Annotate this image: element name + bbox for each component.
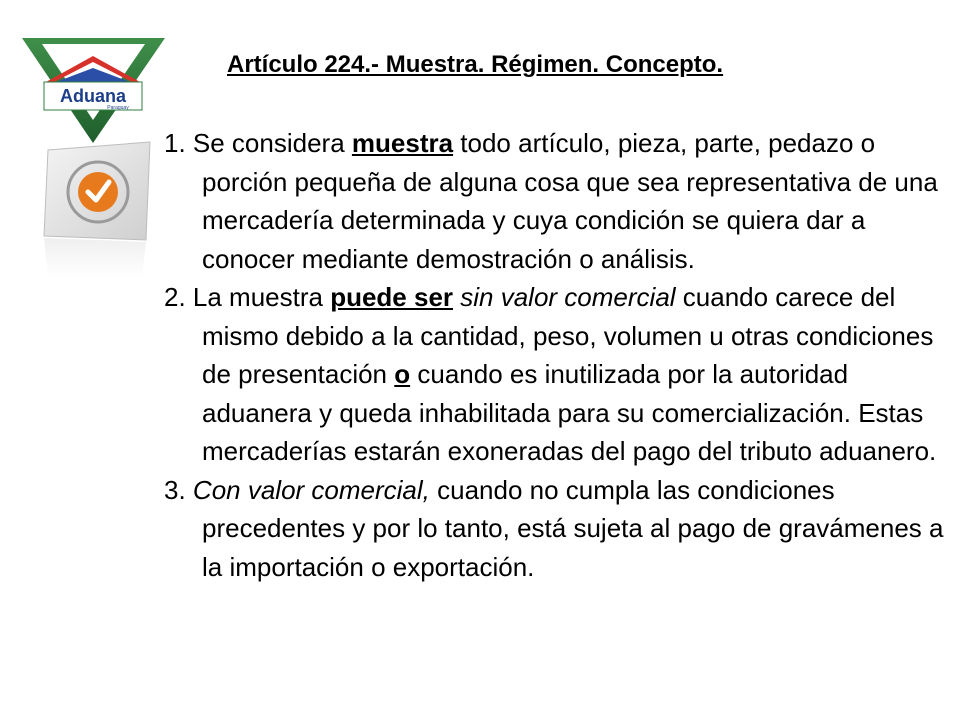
certification-badge [38, 120, 153, 280]
paragraph-2: 2. La muestra puede ser sin valor comercial cuando carece del mismo debido a la cantidad, peso, volumen u otras condiciones de presentación o cuando es inutilizada por la autoridad aduanera y queda inhabilitada para su comercialización. Estas mercaderías estarán exoneradas del pago del tributo aduanero. [164, 282, 937, 466]
paragraph-3: 3. Con valor comercial, cuando no cumpla las condiciones precedentes y por lo tanto, está sujeta al pago de gravámenes a la importación o exportación. [164, 474, 944, 582]
article-title: Artículo 224.- Muestra. Régimen. Concepto. [227, 51, 724, 78]
term-con-valor-comercial: Con valor comercial, [192, 474, 430, 505]
logo-subtext: Paraguay [107, 105, 129, 111]
article-body [164, 124, 944, 586]
term-muestra: muestra [351, 128, 454, 158]
term-puede-ser: puede ser [330, 282, 454, 312]
paragraph-1: 1. Se considera muestra todo artículo, pieza, parte, pedazo o porción pequeña de alguna cosa que sea representativa de una mercadería determinada y cuya condición se quiera dar a conocer mediante demostración o análisis. [164, 128, 938, 274]
term-sin-valor-comercial: sin valor comercial [460, 282, 676, 312]
term-o: o [394, 359, 411, 389]
logo-text: Aduana [59, 86, 127, 106]
